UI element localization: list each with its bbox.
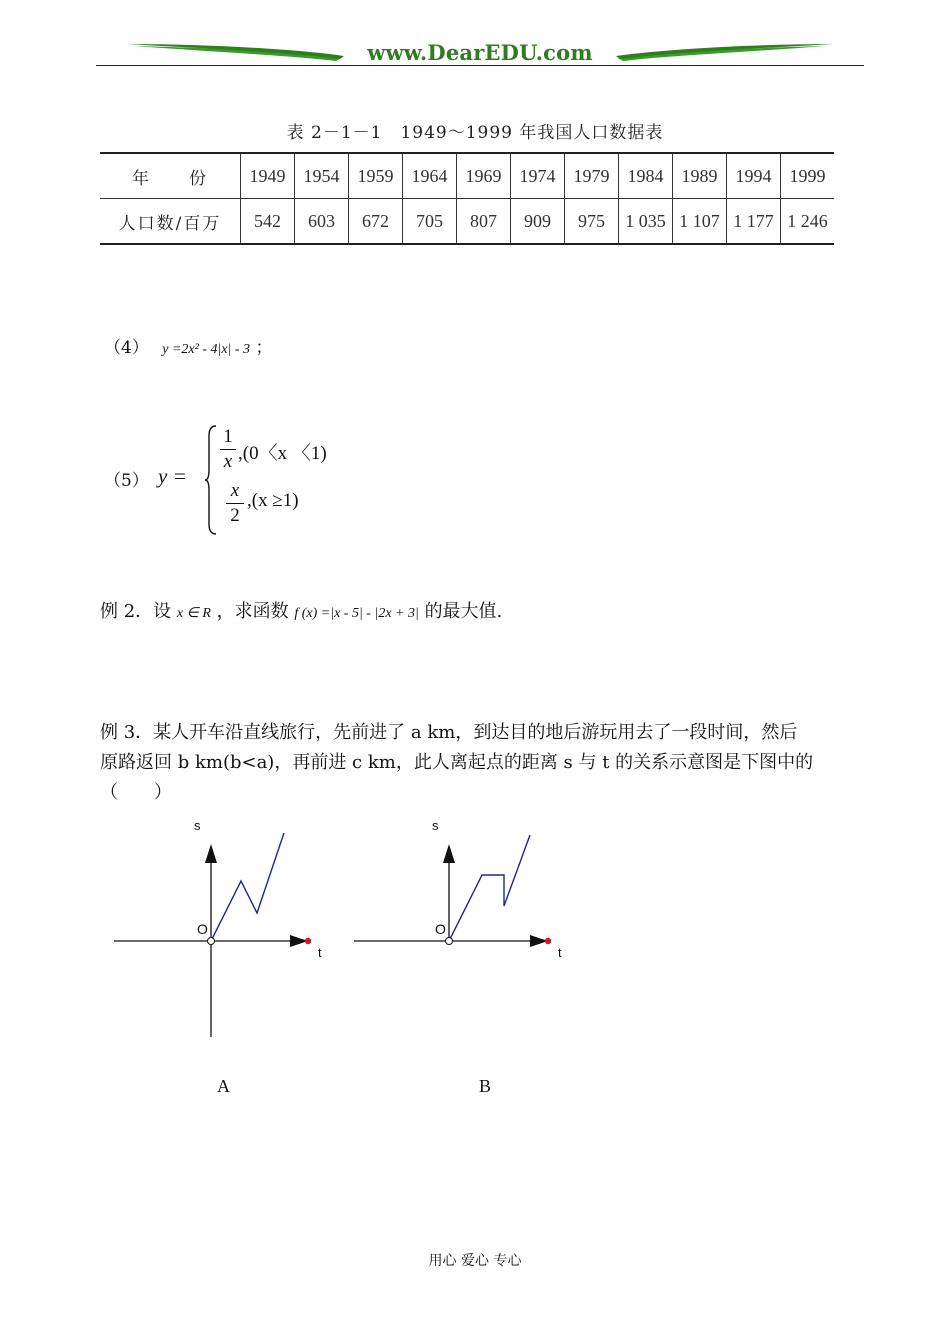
- table-cell: 807: [457, 199, 511, 245]
- item-5-lhs: y =: [158, 464, 187, 488]
- s-axis-arrow-icon: [205, 844, 217, 863]
- population-table: [100, 152, 834, 245]
- table-cell: 1959: [349, 153, 403, 199]
- table-row-population: [100, 199, 834, 245]
- table-cell: 1984: [619, 153, 673, 199]
- origin-label: O: [197, 921, 208, 937]
- example-3-line-1: 例 3．某人开车沿直线旅行，先前进了 a km，到达目的地后游玩用去了一段时间，然后: [100, 722, 798, 743]
- piecewise-brace-icon: [204, 424, 218, 536]
- table-cell: 1994: [727, 153, 781, 199]
- graph-b-label: B: [479, 1076, 492, 1096]
- table-cell: 1 177: [727, 199, 781, 245]
- table-caption: 表 2－1－1 1949～1999 年我国人口数据表: [286, 123, 664, 143]
- distance-curve: [211, 833, 284, 941]
- example-2-mid: ，求函数: [216, 601, 289, 622]
- example-2-suffix: 的最大值.: [424, 601, 503, 622]
- table-cell: 705: [403, 199, 457, 245]
- case-1-condition: ,(0〈x 〈1): [238, 443, 327, 464]
- graph-a-label: A: [217, 1076, 230, 1096]
- table-cell: 975: [565, 199, 619, 245]
- item-4: [104, 333, 272, 358]
- fraction-bar: [226, 503, 244, 504]
- table-cell: 1999: [781, 153, 835, 199]
- case-2-fraction: [226, 480, 244, 527]
- item-5: [104, 420, 364, 540]
- s-axis-arrow-icon: [443, 844, 455, 863]
- table-cell: 909: [511, 199, 565, 245]
- table-cell: 1 246: [781, 199, 835, 245]
- graph-b-plot: [352, 815, 582, 1045]
- header-rule: [96, 65, 864, 66]
- example-2-prefix: 例 2．设: [100, 601, 172, 622]
- graph-a: [112, 815, 342, 1045]
- graph-b: [352, 815, 582, 1045]
- table-cell: 672: [349, 199, 403, 245]
- axis-end-dot: [305, 938, 311, 944]
- t-axis-label: t: [558, 945, 562, 960]
- axis-end-dot: [545, 938, 551, 944]
- example-2: [100, 597, 502, 623]
- case-1-fraction: [220, 426, 236, 473]
- case-2-numerator: x: [230, 480, 240, 501]
- table-cell: 542: [241, 199, 295, 245]
- origin-dot: [208, 938, 215, 945]
- example-2-function: f (x) =|x - 5| - |2x + 3|: [294, 606, 419, 621]
- origin-label: O: [435, 921, 446, 937]
- table-cell: 1989: [673, 153, 727, 199]
- case-2-condition: ,(x ≥1): [247, 490, 299, 511]
- item-5-number: （5）: [104, 471, 149, 491]
- table-cell: 1 107: [673, 199, 727, 245]
- table-cell: 1964: [403, 153, 457, 199]
- table-cell: 1 035: [619, 199, 673, 245]
- item-4-tail: ；: [255, 338, 273, 358]
- case-2-denominator: 2: [230, 505, 240, 526]
- table-cell: 1949: [241, 153, 295, 199]
- case-1-denominator: x: [223, 451, 233, 472]
- fraction-bar: [220, 449, 236, 450]
- table-cell: 1974: [511, 153, 565, 199]
- t-axis-label: t: [318, 945, 322, 960]
- example-3-line-3: （ ）: [100, 782, 172, 803]
- example-3-line-2: 原路返回 b km(b<a)，再前进 c km，此人离起点的距离 s 与 t 的关系示意图是下图中的: [100, 752, 814, 773]
- item-4-formula: y =2x² - 4|x| - 3: [162, 342, 251, 357]
- distance-curve: [449, 835, 530, 941]
- table-row-years: [100, 153, 834, 199]
- example-2-set: x ∈ R: [176, 606, 211, 621]
- s-axis-label: s: [432, 818, 439, 833]
- site-logo-text: www.DearEDU.com: [367, 40, 593, 65]
- page-footer: 用心 爱心 专心: [428, 1253, 522, 1269]
- table-cell: 1969: [457, 153, 511, 199]
- table-header-year: 年 份: [100, 153, 241, 199]
- case-1-numerator: 1: [223, 426, 233, 447]
- item-4-number: （4）: [104, 338, 149, 358]
- table-cell: 603: [295, 199, 349, 245]
- table-cell: 1979: [565, 153, 619, 199]
- graph-a-plot: [112, 815, 342, 1045]
- table-header-population: 人口数/百万: [118, 213, 222, 234]
- table-cell: 1954: [295, 153, 349, 199]
- s-axis-label: s: [194, 818, 201, 833]
- origin-dot: [446, 938, 453, 945]
